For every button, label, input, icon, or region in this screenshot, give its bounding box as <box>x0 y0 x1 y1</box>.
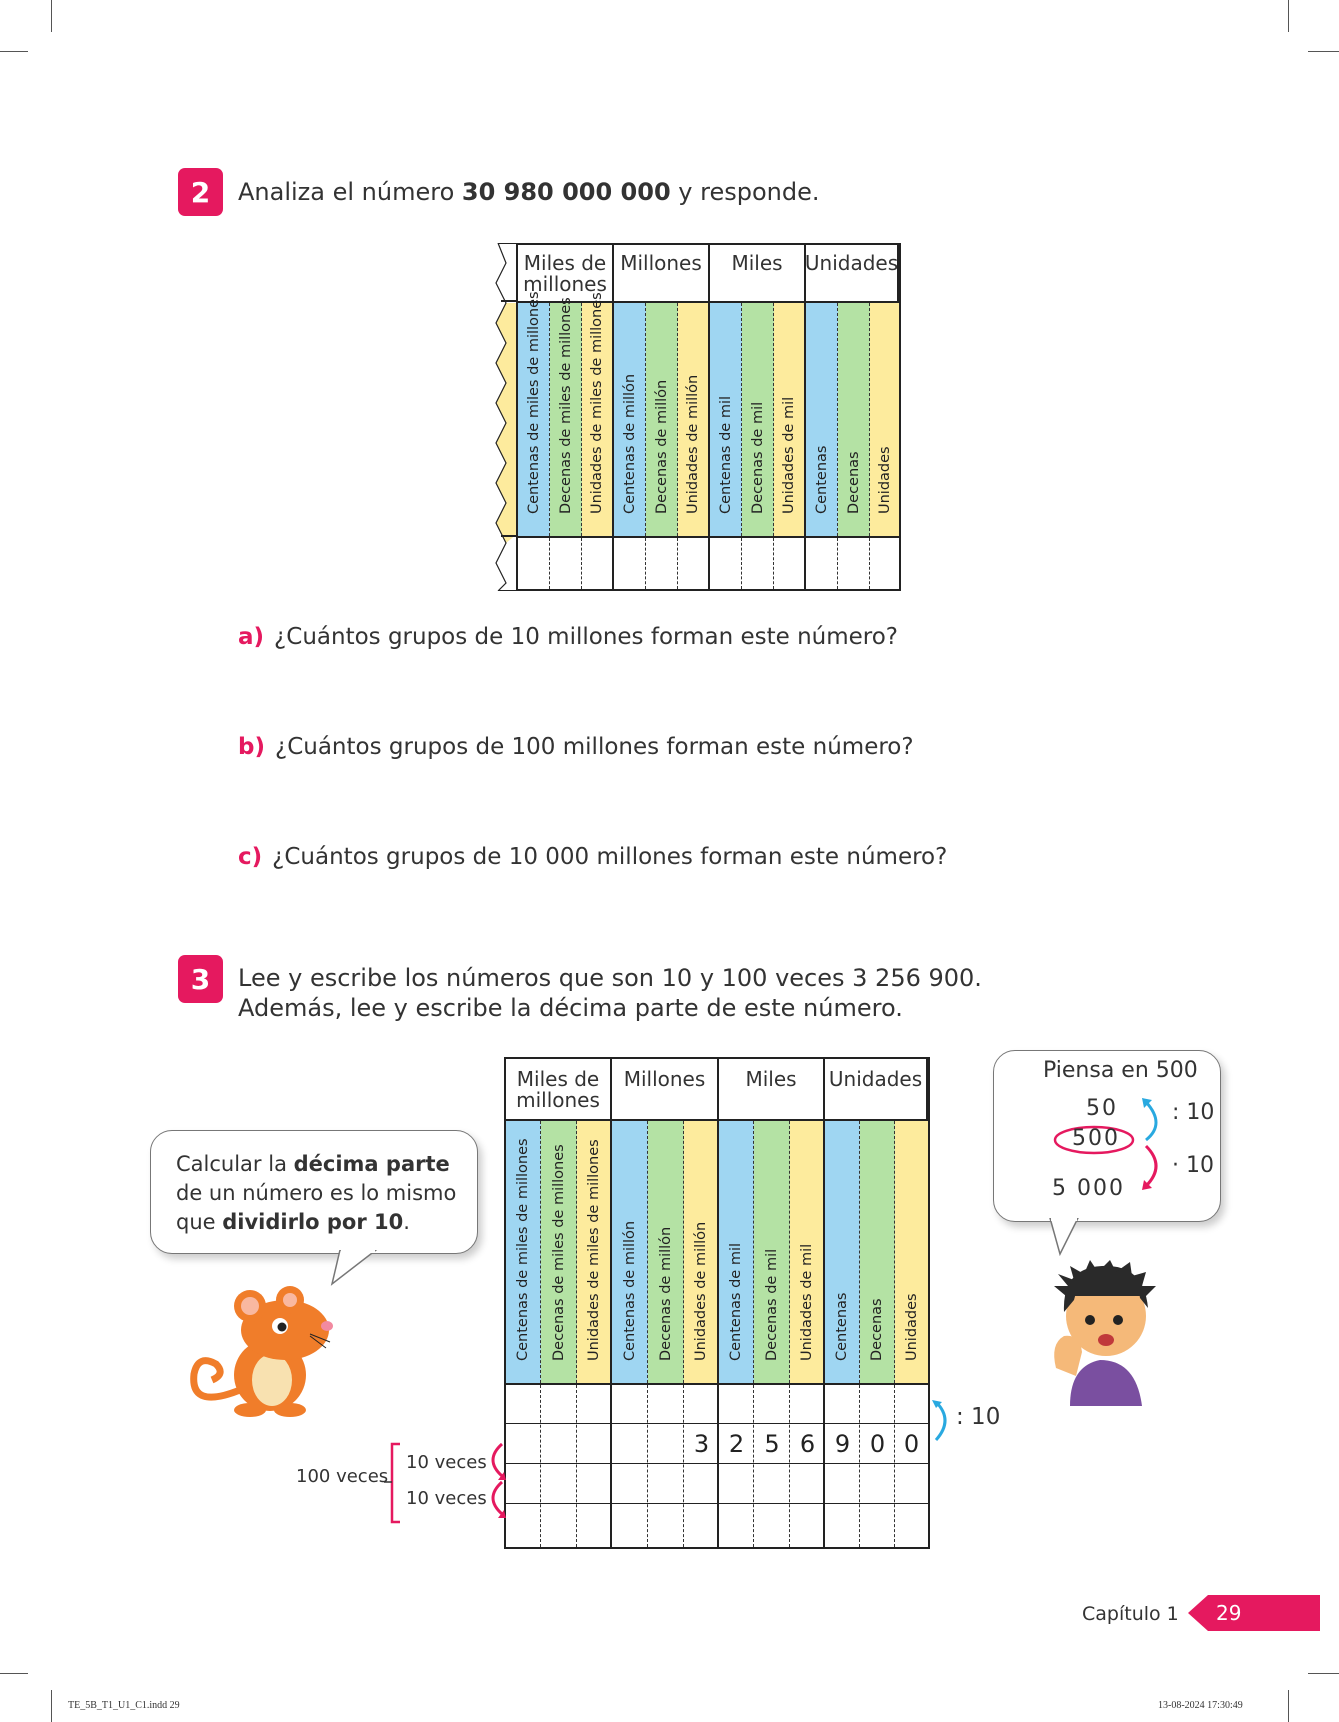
boy-illustration <box>1040 1256 1160 1406</box>
torn-edge-decoration <box>488 243 518 591</box>
exercise-3-badge: 3 <box>178 955 223 1003</box>
column-header: Unidades de millón <box>684 1121 719 1383</box>
digit-cell: 5 <box>764 1430 780 1458</box>
digit-cell: 3 <box>693 1430 710 1458</box>
column-header: Unidades de millón <box>678 303 710 536</box>
times-label: 10 veces <box>406 1452 487 1473</box>
times-label: 10 veces <box>406 1488 487 1509</box>
column-header: Unidades de mil <box>774 303 806 536</box>
column-header: Centenas de millón <box>614 303 646 536</box>
column-header: Decenas de miles de millones <box>541 1121 577 1383</box>
column-header: Centenas de miles de millones <box>518 303 550 536</box>
column-header: Centenas <box>806 303 838 536</box>
group-header: Millones <box>612 1059 719 1121</box>
times-label-100: 100 veces <box>296 1466 389 1487</box>
bubble-tail <box>1048 1218 1088 1258</box>
group-header: Miles <box>719 1059 825 1121</box>
group-header: Miles de millones <box>506 1059 612 1121</box>
column-header: Unidades de miles de millones <box>577 1121 612 1383</box>
mouse-illustration <box>180 1270 340 1420</box>
place-value-table-2 <box>504 1057 930 1549</box>
column-header: Decenas de mil <box>742 303 774 536</box>
mouse-bubble-text: Calcular la décima parte de un número es lo mismo que dividirlo por 10. <box>176 1152 457 1234</box>
exercise-3-prompt: Lee y escribe los números que son 10 y 100 veces 3 256 900. Además, lee y escribe la décima parte de este número. <box>238 964 982 1022</box>
column-header: Centenas <box>825 1121 860 1383</box>
column-header: Centenas de miles de millones <box>506 1121 541 1383</box>
question-c: c) ¿Cuántos grupos de 10 000 millones forman este número? <box>238 844 948 870</box>
boy-bubble-top: 50 <box>1086 1096 1118 1121</box>
crop-mark <box>51 0 52 32</box>
column-header: Unidades <box>895 1121 928 1383</box>
group-header: Unidades <box>825 1059 928 1121</box>
column-header: Centenas de mil <box>710 303 742 536</box>
place-value-table-1 <box>516 243 901 591</box>
column-header: Decenas de miles de millones <box>550 303 582 536</box>
op-multiply: · 10 <box>1172 1153 1214 1178</box>
boy-bubble-middle: 500 <box>1072 1126 1120 1151</box>
group-header: Miles <box>710 245 806 303</box>
boy-bubble-title: Piensa en 500 <box>1043 1058 1198 1083</box>
column-header: Decenas de mil <box>754 1121 790 1383</box>
page-tab-shape <box>1188 1595 1320 1631</box>
column-header: Decenas de millón <box>648 1121 684 1383</box>
group-header: Millones <box>614 245 710 303</box>
digit-cell: 6 <box>799 1430 816 1458</box>
column-header: Unidades de miles de millones <box>582 303 614 536</box>
digit-cell: 0 <box>903 1430 920 1458</box>
crop-mark <box>0 1673 28 1674</box>
question-b: b) ¿Cuántos grupos de 100 millones forman este número? <box>238 734 914 760</box>
slug-left: TE_5B_T1_U1_C1.indd 29 <box>68 1700 180 1711</box>
column-header: Unidades <box>870 303 899 536</box>
divide-label: : 10 <box>956 1404 1001 1430</box>
digit-cell: 0 <box>869 1430 886 1458</box>
column-header: Centenas de mil <box>719 1121 754 1383</box>
slug-right: 13-08-2024 17:30:49 <box>1158 1700 1243 1711</box>
column-header: Centenas de millón <box>612 1121 648 1383</box>
crop-mark <box>51 1690 52 1722</box>
crop-mark <box>1288 1690 1289 1722</box>
digit-cell: 9 <box>834 1430 851 1458</box>
crop-mark <box>1308 1673 1339 1674</box>
column-header: Decenas <box>838 303 870 536</box>
op-divide: : 10 <box>1172 1100 1215 1125</box>
page-number: 29 <box>1216 1601 1242 1625</box>
group-header: Miles de millones <box>518 245 614 303</box>
crop-mark <box>0 51 28 52</box>
ops-arrows-icon <box>1140 1096 1170 1192</box>
exercise-2-badge: 2 <box>178 168 223 216</box>
boy-bubble-bottom: 5 000 <box>1052 1176 1125 1201</box>
digit-cell: 2 <box>728 1430 745 1458</box>
column-header: Unidades de mil <box>790 1121 825 1383</box>
crop-mark <box>1288 0 1289 32</box>
group-header: Unidades <box>806 245 899 303</box>
column-header: Decenas de millón <box>646 303 678 536</box>
crop-mark <box>1308 51 1339 52</box>
exercise-2-prompt: Analiza el número 30 980 000 000 y responde. <box>238 178 820 206</box>
question-a: a) ¿Cuántos grupos de 10 millones forman este número? <box>238 624 899 650</box>
chapter-label: Capítulo 1 <box>1082 1603 1179 1625</box>
column-header: Decenas <box>860 1121 895 1383</box>
